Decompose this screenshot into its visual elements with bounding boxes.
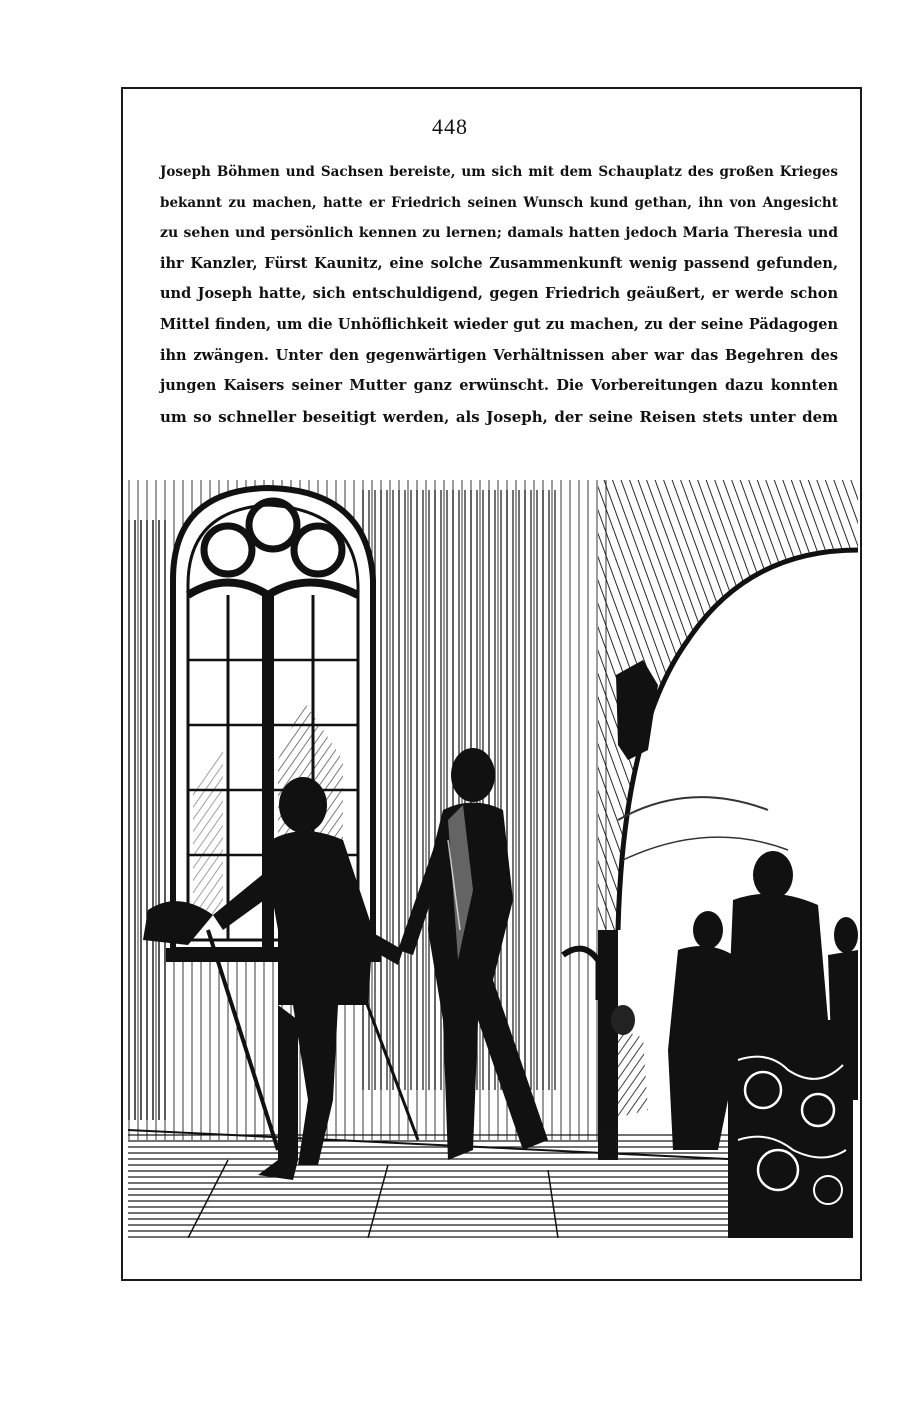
text-line: ihr Kanzler, Fürst Kaunitz, eine solche Zusammenkunft wenig passend gefunden, xyxy=(160,254,838,272)
text-line: jungen Kaisers seiner Mutter ganz erwünscht. Die Vorbereitungen dazu konnten xyxy=(160,377,838,395)
engraving-illustration xyxy=(128,460,858,1238)
floor xyxy=(128,1130,748,1238)
text-line: zu sehen und persönlich kennen zu lernen; damals hatten jedoch Maria Theresia und xyxy=(160,225,838,242)
page-number: 448 xyxy=(432,114,468,139)
text-line: ihn zwängen. Unter den gegenwärtigen Verhältnissen aber war das Begehren des xyxy=(160,346,838,364)
body-text xyxy=(160,157,838,432)
text-line: um so schneller beseitigt werden, als Joseph, der seine Reisen stets unter dem xyxy=(160,407,838,426)
ornate-balustrade xyxy=(718,1020,858,1238)
text-line: und Joseph hatte, sich entschuldigend, gegen Friedrich geäußert, er werde schon xyxy=(160,285,838,303)
text-line: bekannt zu machen, hatte er Friedrich seinen Wunsch kund gethan, ihn von Angesicht xyxy=(160,194,838,211)
text-line: Mittel finden, um die Unhöflichkeit wieder gut zu machen, zu der seine Pädagogen xyxy=(160,315,838,333)
text-line: Joseph Böhmen und Sachsen bereiste, um sich mit dem Schauplatz des großen Krieges xyxy=(160,164,838,180)
